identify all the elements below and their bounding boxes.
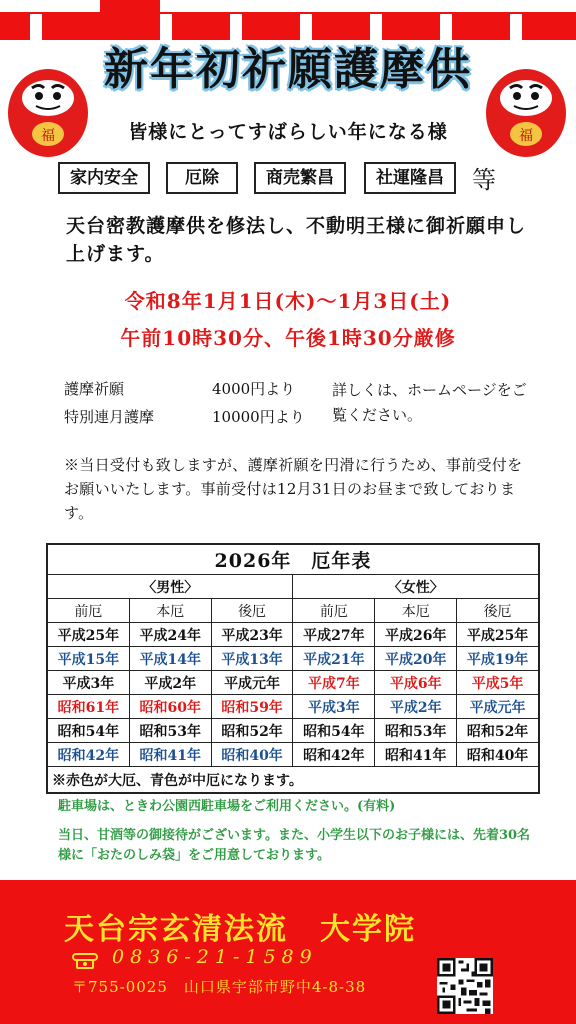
female-header: 〈女性〉 (293, 575, 539, 599)
table-cell: 昭和40年 (211, 743, 293, 767)
tag-kanai-anzen: 家内安全 (58, 162, 150, 194)
table-cell: 平成3年 (48, 671, 130, 695)
price-value: 10000円より (212, 408, 305, 426)
hospitality-info: 当日、甘酒等の御接待がございます。また、小学生以下のお子様には、先着30名様に「おたのしみ袋」をご用意しております。 (58, 828, 531, 863)
page-title: 新年初祈願護摩供 (104, 44, 472, 95)
details-note: 詳しくは、ホームページをご覧ください。 (332, 381, 527, 424)
tag-shaun-ryusho: 社運隆昌 (364, 162, 456, 194)
table-cell: 昭和52年 (457, 719, 539, 743)
table-cell: 平成15年 (48, 647, 130, 671)
table-cell: 平成元年 (211, 671, 293, 695)
table-row (48, 647, 539, 671)
column-header: 本厄 (129, 599, 211, 623)
table-cell: 平成25年 (48, 623, 130, 647)
table-cell: 平成19年 (457, 647, 539, 671)
price-list (64, 375, 534, 431)
qr-code[interactable] (437, 958, 493, 1014)
table-cell: 昭和40年 (457, 743, 539, 767)
table-cell: 平成3年 (293, 695, 375, 719)
column-header: 前厄 (293, 599, 375, 623)
address: 〒755-0025 山口県宇部市野中4-8-38 (72, 978, 367, 996)
table-cell: 平成2年 (375, 695, 457, 719)
phone-icon (72, 952, 98, 970)
table-cell: 平成13年 (211, 647, 293, 671)
table-row (48, 671, 539, 695)
tags-suffix: 等 (472, 166, 496, 194)
svg-text:福: 福 (41, 128, 55, 144)
table-cell: 平成25年 (457, 623, 539, 647)
event-date: 令和8年1月1日(木)～1月3日(土) (124, 289, 452, 313)
table-cell: 平成21年 (293, 647, 375, 671)
table-title: 2026年 厄年表 (48, 545, 539, 575)
table-cell: 昭和61年 (48, 695, 130, 719)
yakudoshi-table (46, 543, 540, 794)
column-header: 前厄 (48, 599, 130, 623)
table-row (48, 719, 539, 743)
table-cell: 昭和42年 (48, 743, 130, 767)
bunting-decoration (0, 0, 576, 40)
table-cell: 平成6年 (375, 671, 457, 695)
page-subtitle: 皆様にとってすばらしい年になる様 (128, 121, 448, 143)
table-cell: 平成7年 (293, 671, 375, 695)
table-cell: 昭和52年 (211, 719, 293, 743)
table-cell: 平成2年 (129, 671, 211, 695)
tag-yakuyoke: 厄除 (166, 162, 238, 194)
parking-info: 駐車場は、ときわ公園西駐車場をご利用ください。(有料) (58, 799, 396, 814)
table-cell: 昭和41年 (375, 743, 457, 767)
table-cell: 昭和41年 (129, 743, 211, 767)
intro-text: 天台密教護摩供を修法し、不動明王様に御祈願申し上げます。 (66, 215, 527, 265)
table-cell: 昭和59年 (211, 695, 293, 719)
table-cell: 平成23年 (211, 623, 293, 647)
reception-notice: ※当日受付も致しますが、護摩祈願を円滑に行うため、事前受付をお願いいたします。事前受付は12月31日のお昼まで致しております。 (64, 456, 523, 522)
table-note: ※赤色が大厄、青色が中厄になります。 (48, 767, 539, 793)
event-time: 午前10時30分、午後1時30分厳修 (120, 326, 456, 350)
table-cell: 昭和53年 (129, 719, 211, 743)
table-cell: 平成14年 (129, 647, 211, 671)
blessing-tags (58, 162, 528, 196)
price-label: 特別連月護摩 (64, 408, 155, 426)
tag-shobai-hanjo: 商売繁昌 (254, 162, 346, 194)
price-label: 護摩祈願 (64, 380, 125, 398)
table-cell: 昭和54年 (293, 719, 375, 743)
table-cell: 昭和60年 (129, 695, 211, 719)
table-cell: 平成20年 (375, 647, 457, 671)
svg-text:福: 福 (519, 128, 533, 144)
column-header: 後厄 (211, 599, 293, 623)
column-header: 後厄 (457, 599, 539, 623)
organization-name: 天台宗玄清法流 大学院 (64, 912, 416, 947)
table-body (48, 623, 539, 767)
footer (0, 880, 576, 1024)
table-cell: 平成元年 (457, 695, 539, 719)
table-row (48, 695, 539, 719)
table-cell: 平成24年 (129, 623, 211, 647)
table-cell: 平成26年 (375, 623, 457, 647)
male-header: 〈男性〉 (48, 575, 293, 599)
table-row (48, 623, 539, 647)
table-cell: 昭和53年 (375, 719, 457, 743)
phone-number: 0836-21-1589 (112, 946, 318, 968)
price-value: 4000円より (212, 380, 296, 398)
column-header: 本厄 (375, 599, 457, 623)
table-cell: 昭和42年 (293, 743, 375, 767)
table-row (48, 743, 539, 767)
table-cell: 昭和54年 (48, 719, 130, 743)
table-cell: 平成27年 (293, 623, 375, 647)
table-cell: 平成5年 (457, 671, 539, 695)
